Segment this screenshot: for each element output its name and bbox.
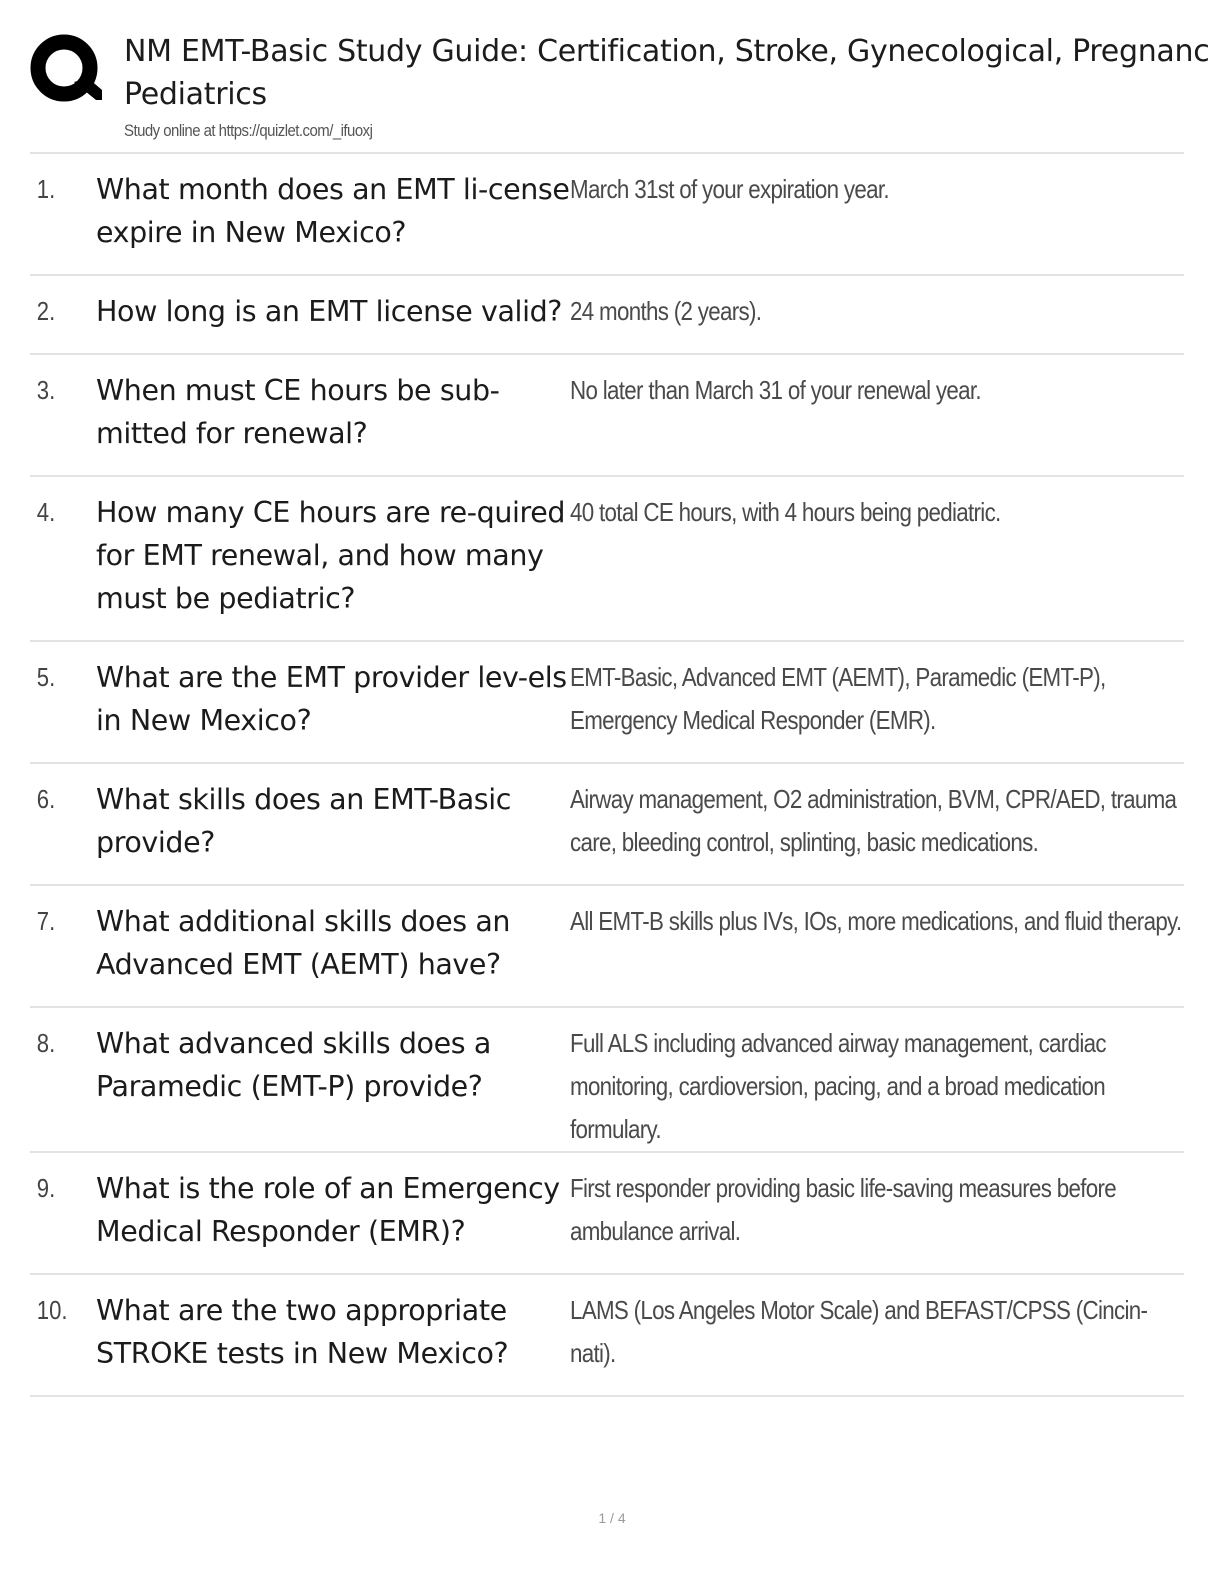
flashcard-row bbox=[30, 1275, 1184, 1397]
card-definition: EMT-Basic, Advanced EMT (AEMT), Paramedic (EMT-P), Emergency Medical Responder (EMR). bbox=[570, 662, 1106, 735]
study-online-link[interactable]: Study online at https://quizlet.com/_ifuoxj bbox=[124, 121, 373, 140]
card-number: 5. bbox=[36, 662, 56, 692]
flashcard-list bbox=[30, 152, 1184, 1397]
flashcard-row bbox=[30, 1008, 1184, 1153]
card-term: What skills does an EMT-Basic provide? bbox=[96, 783, 512, 859]
card-definition: Full ALS including advanced airway management, cardiac monitoring, cardioversion, pacing, and a broad medication formulary. bbox=[570, 1028, 1106, 1144]
card-definition: No later than March 31 of your renewal year. bbox=[570, 375, 981, 405]
page-title: NM EMT-Basic Study Guide: Certification, Stroke, Gynecological, Pregnanc Pediatrics bbox=[124, 34, 1210, 112]
card-definition: Airway management, O2 administration, BVM, CPR/AED, trauma care, bleeding control, splinting, basic medications. bbox=[570, 784, 1177, 857]
card-term: When must CE hours be sub-mitted for renewal? bbox=[96, 374, 500, 450]
flashcard-row bbox=[30, 642, 1184, 764]
card-term: What advanced skills does a Paramedic (EMT-P) provide? bbox=[96, 1027, 491, 1103]
card-term: How long is an EMT license valid? bbox=[96, 295, 563, 328]
flashcard-row bbox=[30, 1153, 1184, 1275]
card-term: What are the two appropriate STROKE tests in New Mexico? bbox=[96, 1294, 509, 1370]
card-definition: First responder providing basic life-saving measures before ambulance arrival. bbox=[570, 1173, 1117, 1246]
page-header bbox=[0, 0, 1224, 152]
flashcard-row bbox=[30, 477, 1184, 642]
card-definition: LAMS (Los Angeles Motor Scale) and BEFAST/CPSS (Cincin-nati). bbox=[570, 1295, 1148, 1368]
card-term: What month does an EMT li-cense expire in New Mexico? bbox=[96, 173, 570, 249]
card-number: 2. bbox=[36, 296, 56, 326]
flashcard-row bbox=[30, 886, 1184, 1008]
card-number: 10. bbox=[36, 1295, 68, 1325]
card-number: 1. bbox=[36, 174, 56, 204]
quizlet-logo-icon bbox=[30, 34, 102, 106]
card-definition: 40 total CE hours, with 4 hours being pediatric. bbox=[570, 497, 1001, 527]
card-term: How many CE hours are re-quired for EMT renewal, and how many must be pediatric? bbox=[96, 496, 566, 615]
card-number: 7. bbox=[36, 906, 56, 936]
card-definition: March 31st of your expiration year. bbox=[570, 174, 889, 204]
card-term: What are the EMT provider lev-els in New Mexico? bbox=[96, 661, 567, 737]
flashcard-row bbox=[30, 764, 1184, 886]
flashcard-row bbox=[30, 276, 1184, 355]
card-number: 6. bbox=[36, 784, 56, 814]
card-definition: All EMT-B skills plus IVs, IOs, more medications, and fluid therapy. bbox=[570, 906, 1182, 936]
card-term: What additional skills does an Advanced EMT (AEMT) have? bbox=[96, 905, 511, 981]
flashcard-row bbox=[30, 154, 1184, 276]
card-number: 3. bbox=[36, 375, 56, 405]
card-number: 4. bbox=[36, 497, 56, 527]
card-number: 8. bbox=[36, 1028, 56, 1058]
flashcard-row bbox=[30, 355, 1184, 477]
page-number: 1 / 4 bbox=[598, 1510, 626, 1526]
card-term: What is the role of an Emergency Medical Responder (EMR)? bbox=[96, 1172, 560, 1248]
card-definition: 24 months (2 years). bbox=[570, 296, 762, 326]
card-number: 9. bbox=[36, 1173, 56, 1203]
